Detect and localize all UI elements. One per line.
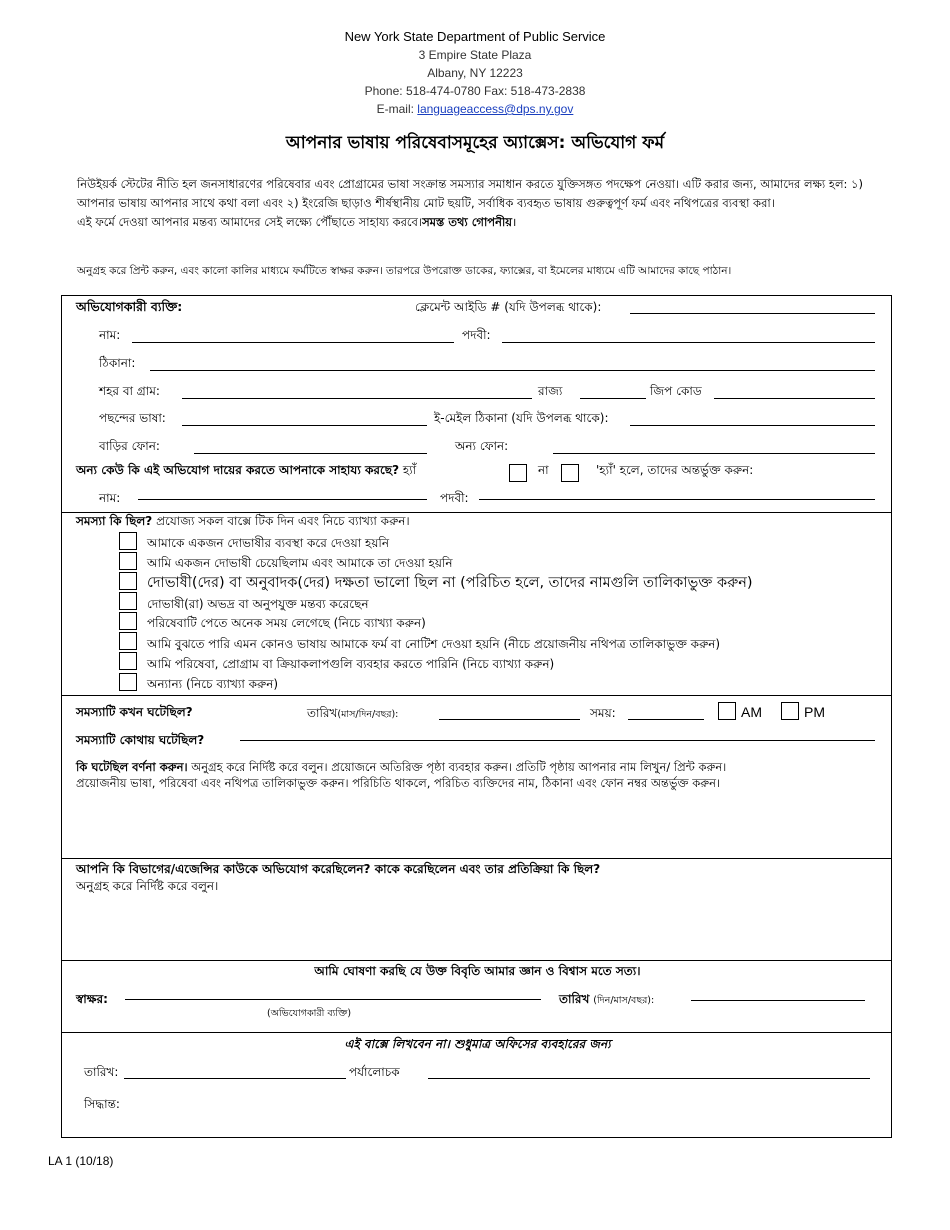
helper-name-field[interactable]: [138, 499, 427, 500]
agency-instruction: অনুগ্রহ করে নির্দিষ্ট করে বলুন।: [76, 879, 219, 893]
complainant-section: [61, 295, 892, 513]
print-instruction: অনুগ্রহ করে প্রিন্ট করুন, এবং কালো কালির মাধ্যমে ফর্মটিতে স্বাক্ষর করুন। তারপরে উপরোক্ত ডাকের, ফ্যাক্সের, বা ইমেলের মাধ্যমে এটি আমাদের কাছে পাঠান।: [77, 265, 732, 277]
describe-textarea[interactable]: [76, 796, 876, 854]
helper-title-label: পদবী:: [440, 491, 469, 505]
complainant-heading: অভিযোগকারী ব্যক্তি:: [76, 299, 183, 314]
where-question: সমস্যাটি কোথায় ঘটেছিল?: [76, 733, 205, 747]
office-use-section: [61, 1032, 892, 1138]
email-address-label: ই-মেইল ঠিকানা (যদি উপলব্ধ থাকে):: [434, 411, 609, 425]
title-field[interactable]: [502, 342, 875, 343]
describe-instructions: [76, 759, 876, 791]
option-label: আমি পরিষেবা, প্রোগ্রাম বা ক্রিয়াকলাপগুলি ব্যবহার করতে পারিনি (নিচে ব্যাখ্যা করুন): [147, 657, 555, 671]
no-label: না: [538, 463, 549, 477]
intro-text: [77, 175, 867, 232]
signature-date-field[interactable]: [691, 1000, 865, 1001]
address-line-2: Albany, NY 12223: [427, 66, 523, 80]
agency-header: [0, 28, 950, 118]
other-phone-field[interactable]: [553, 453, 875, 454]
form-number: LA 1 (10/18): [48, 1154, 114, 1168]
signature-date-text: তারিখ: [559, 992, 590, 1006]
option-label: আমি বুঝতে পারি এমন কোনও ভাষায় আমাকে ফর্ম বা নোটিশ দেওয়া হয়নি (নীচে প্রয়োজনীয় নথিপত্র তালিকাভুক্ত করুন): [147, 637, 721, 651]
office-date-label: তারিখ:: [84, 1065, 119, 1079]
helper-name-label: নাম:: [99, 491, 121, 505]
incident-date-field[interactable]: [439, 719, 580, 720]
city-field[interactable]: [182, 398, 532, 399]
org-name: New York State Department of Public Service: [344, 29, 606, 44]
option-checkbox[interactable]: [119, 673, 137, 691]
signature-label: স্বাক্ষর:: [76, 992, 108, 1006]
zip-label: জিপ কোড: [650, 384, 702, 398]
intro-paragraph-1: নিউইয়র্ক স্টেটের নীতি হল জনসাধারণের পরিষেবার এবং প্রোগ্রামের ভাষা সংক্রান্ত সমস্যার সমাধান করতে যুক্তিসঙ্গত পদক্ষেপ নেওয়া। এটি করার জন্য, আমাদের লক্ষ্য হল: ১) আপনার ভাষায় আপনার সাথে কথা বলা এবং ২) ইংরেজি ছাড়াও শীর্ষস্থানীয় মোট ছয়টি, সর্বাধিক ব্যবহৃত ভাষায় গুরুত্বপূর্ণ ফর্ম এবং নথিপত্রের ব্যবস্থা করা।: [77, 177, 864, 210]
helper-question: [76, 462, 416, 482]
incident-date-format: (মাস/দিন/বছর):: [337, 709, 399, 720]
home-phone-label: বাড়ির ফোন:: [99, 439, 160, 453]
option-checkbox[interactable]: [119, 532, 137, 550]
agency-question: আপনি কি বিভাগের/এজেন্সির কাউকে অভিযোগ করেছিলেন? কাকে করেছিলেন এবং তার প্রতিক্রিয়া কি ছিল?: [76, 862, 601, 876]
when-question: সমস্যাটি কখন ঘটেছিল?: [76, 705, 193, 719]
signature-date-label: [559, 991, 654, 1011]
home-phone-field[interactable]: [194, 453, 427, 454]
name-label: নাম:: [99, 328, 121, 342]
pm-checkbox[interactable]: [781, 702, 799, 720]
email-link[interactable]: languageaccess@dps.ny.gov: [417, 102, 574, 116]
yes-label: হ্যাঁ: [402, 463, 417, 477]
phone-fax: Phone: 518-474-0780 Fax: 518-473-2838: [364, 84, 586, 98]
address-field[interactable]: [150, 370, 875, 371]
other-phone-label: অন্য ফোন:: [455, 439, 509, 453]
option-label: দোভাষী(দের) বা অনুবাদক(দের) দক্ষতা ভালো ছিল না (পরিচিত হলে, তাদের নামগুলি তালিকাভুক্ত করুন): [147, 575, 753, 591]
intro-p2-end: ।: [512, 215, 517, 229]
title-label: পদবী:: [462, 328, 491, 342]
option-checkbox[interactable]: [119, 592, 137, 610]
city-label: শহর বা গ্রাম:: [99, 384, 160, 398]
email-label: E-mail:: [376, 102, 418, 116]
zip-field[interactable]: [714, 398, 875, 399]
signature-date-format: (দিন/মাস/বছর):: [593, 995, 655, 1006]
option-label: দোভাষী(রা) অভদ্র বা অনুপযুক্ত মন্তব্য করেছেন: [147, 597, 369, 611]
time-label: সময়:: [590, 706, 616, 720]
describe-line-1: [76, 759, 876, 775]
option-label: আমি একজন দোভাষী চেয়েছিলাম এবং আমাকে তা দেওয়া হয়নি: [147, 556, 453, 570]
state-field[interactable]: [580, 398, 646, 399]
client-id-field[interactable]: [630, 313, 875, 314]
office-use-heading: এই বাক্সে লিখবেন না। শুধুমাত্র অফিসের ব্যবহারের জন্য: [344, 1037, 611, 1051]
email-line: [0, 100, 950, 118]
name-field[interactable]: [132, 342, 454, 343]
language-label: পছন্দের ভাষা:: [99, 411, 166, 425]
state-label: রাজ্য: [538, 384, 563, 398]
option-checkbox[interactable]: [119, 632, 137, 650]
agency-textarea[interactable]: [76, 897, 876, 955]
describe-heading: কি ঘটেছিল বর্ণনা করুন।: [76, 760, 188, 774]
confidential-note: সমস্ত তথ্য গোপনীয়: [422, 215, 513, 229]
decision-label: সিদ্ধান্ত:: [84, 1097, 120, 1111]
option-label: অন্যান্য (নিচে ব্যাখ্যা করুন): [147, 677, 279, 691]
office-date-field[interactable]: [124, 1078, 346, 1079]
intro-p2-text: এই ফর্মে দেওয়া আপনার মন্তব্য আমাদের সেই লক্ষ্যে পৌঁছাতে সাহায্য করবে।: [77, 215, 423, 229]
intro-paragraph-2: [77, 213, 867, 232]
where-field[interactable]: [240, 740, 875, 741]
form-title: আপনার ভাষায় পরিষেবাসমূহের অ্যাক্সেস: অভিযোগ ফর্ম: [285, 133, 665, 153]
incident-date-label: [307, 705, 398, 725]
describe-text-1: অনুগ্রহ করে নির্দিষ্ট করে বলুন। প্রয়োজনে অতিরিক্ত পৃষ্ঠা ব্যবহার করুন। প্রতিটি পৃষ্ঠায় আপনার নাম লিখুন/ প্রিন্ট করুন।: [187, 760, 727, 774]
option-checkbox[interactable]: [119, 572, 137, 590]
incident-section: [61, 695, 892, 859]
problem-section: [61, 512, 892, 696]
time-field[interactable]: [628, 719, 704, 720]
option-checkbox[interactable]: [119, 552, 137, 570]
am-label: AM: [741, 704, 762, 720]
pm-label: PM: [804, 704, 825, 720]
no-checkbox[interactable]: [561, 464, 579, 482]
email-address-field[interactable]: [630, 425, 875, 426]
problem-heading: [76, 513, 410, 533]
agency-complaint-section: [61, 858, 892, 961]
helper-question-text: অন্য কেউ কি এই অভিযোগ দায়ের করতে আপনাকে সাহায্য করছে?: [76, 463, 400, 477]
address-line-1: 3 Empire State Plaza: [418, 48, 532, 62]
language-field[interactable]: [182, 425, 427, 426]
option-checkbox[interactable]: [119, 652, 137, 670]
option-label: আমাকে একজন দোভাষীর ব্যবস্থা করে দেওয়া হয়নি: [147, 536, 389, 550]
option-checkbox[interactable]: [119, 612, 137, 630]
am-checkbox[interactable]: [718, 702, 736, 720]
problem-heading-text: সমস্যা কি ছিল?: [76, 514, 153, 528]
incident-date-text: তারিখ: [307, 706, 338, 720]
address-label: ঠিকানা:: [99, 356, 136, 370]
signer-caption: (অভিযোগকারী ব্যক্তি): [267, 1008, 352, 1019]
if-yes-label: 'হ্যাঁ' হলে, তাদের অন্তর্ভুক্ত করুন:: [596, 463, 754, 477]
signature-field[interactable]: [125, 999, 541, 1000]
problem-instruction: প্রযোজ্য সকল বাক্সে টিক দিন এবং নিচে ব্যাখ্যা করুন।: [152, 514, 410, 528]
describe-line-2: প্রয়োজনীয় ভাষা, পরিষেবা এবং নথিপত্র তালিকাভুক্ত করুন। পরিচিতি থাকলে, পরিচিত ব্যক্তিদের নাম, ঠিকানা এবং ফোন নম্বর অন্তর্ভুক্ত করুন।: [76, 776, 721, 790]
client-id-label: ক্লেমেন্ট আইডি # (যদি উপলব্ধ থাকে):: [415, 300, 602, 314]
helper-title-field[interactable]: [479, 499, 875, 500]
declaration-section: [61, 960, 892, 1033]
option-label: পরিষেবাটি পেতে অনেক সময় লেগেছে (নিচে ব্যাখ্যা করুন): [147, 616, 426, 630]
reviewer-field[interactable]: [428, 1078, 870, 1079]
yes-checkbox[interactable]: [509, 464, 527, 482]
declaration-text: আমি ঘোষণা করছি যে উক্ত বিবৃতি আমার জ্ঞান ও বিশ্বাস মতে সত্য।: [314, 964, 641, 978]
reviewer-label: পর্যালোচক: [349, 1065, 400, 1079]
